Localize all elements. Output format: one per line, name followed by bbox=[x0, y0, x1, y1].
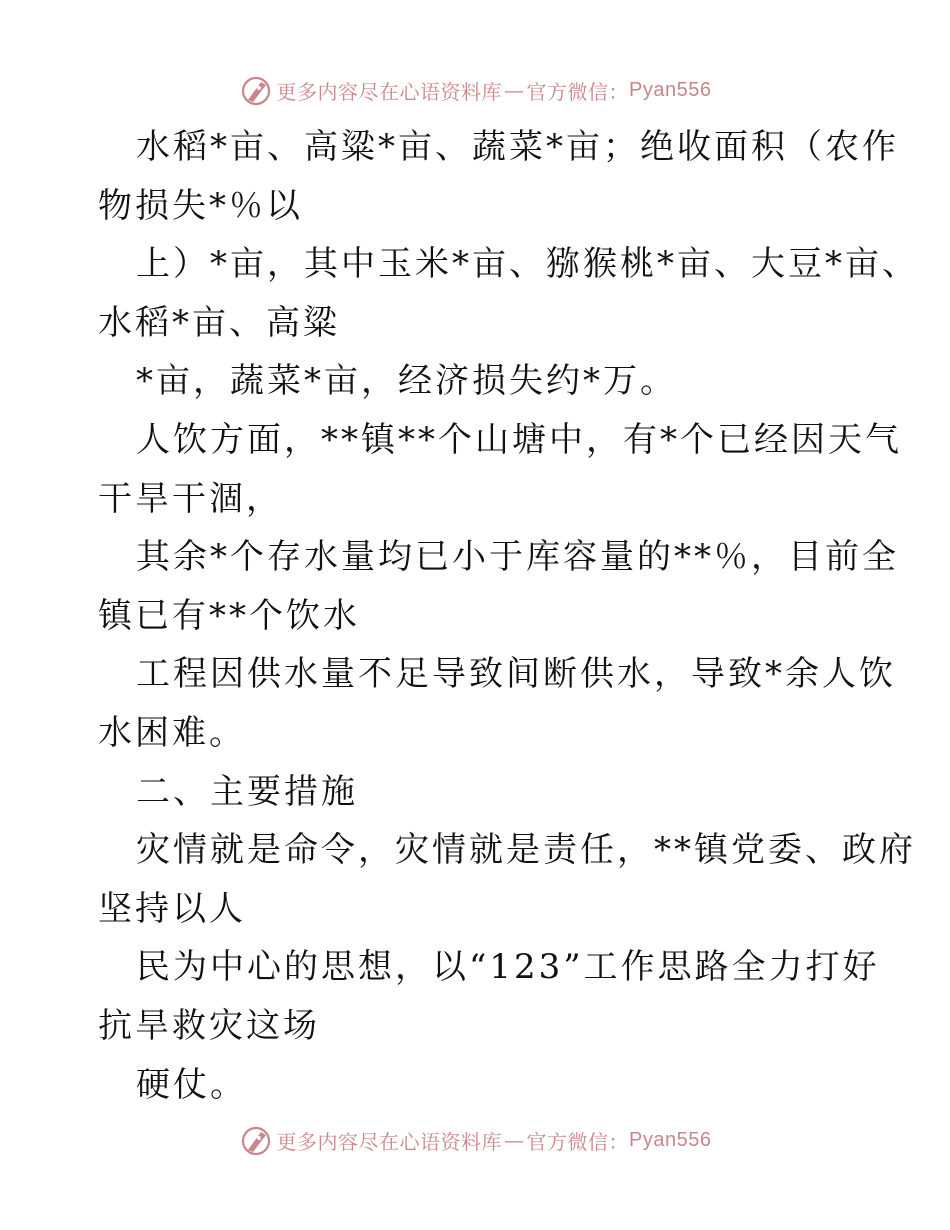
text-line: 上）*亩，其中玉米*亩、猕猴桃*亩、大豆*亩、 bbox=[136, 244, 919, 285]
watermark-dash: — bbox=[504, 1128, 525, 1152]
text-line: 民为中心的思想，以“123”工作思路全力打好 bbox=[136, 947, 880, 988]
watermark-text: 更多内容尽在心语资料库 bbox=[276, 79, 503, 104]
text-line: *亩，蔬菜*亩，经济损失约*万。 bbox=[136, 361, 677, 402]
pen-nib-circle-icon bbox=[239, 73, 273, 107]
watermark-id: Pyan556 bbox=[629, 78, 712, 101]
text-line: 干旱干涸， bbox=[98, 478, 283, 519]
text-line: 水稻*亩、高粱 bbox=[98, 302, 340, 343]
text-line: 其余*个存水量均已小于库容量的**％，目前全 bbox=[136, 537, 899, 578]
text-line: 硬仗。 bbox=[136, 1064, 247, 1105]
text-line: 镇已有**个饮水 bbox=[98, 595, 360, 636]
text-line: 人饮方面，**镇**个山塘中，有*个已经因天气 bbox=[136, 419, 902, 460]
text-line: 坚持以人 bbox=[98, 888, 246, 929]
watermark-id: Pyan556 bbox=[629, 1128, 712, 1151]
text-line: 水稻*亩、高粱*亩、蔬菜*亩；绝收面积（农作 bbox=[136, 127, 899, 167]
section-heading: 二、主要措施 bbox=[136, 771, 358, 812]
text-line: 灾情就是命令，灾情就是责任，**镇党委、政府 bbox=[136, 830, 916, 871]
text-line: 工程因供水量不足导致间断供水，导致*余人饮 bbox=[136, 654, 896, 695]
watermark-text: 更多内容尽在心语资料库 bbox=[276, 1129, 503, 1154]
watermark-banner-bottom bbox=[0, 1120, 950, 1160]
watermark-dash: — bbox=[504, 78, 525, 102]
watermark-official: 官方微信： bbox=[526, 1129, 630, 1154]
text-line: 水困难。 bbox=[98, 712, 246, 753]
watermark-official: 官方微信： bbox=[526, 79, 630, 104]
watermark-banner-top bbox=[0, 70, 950, 110]
text-line: 抗旱救灾这场 bbox=[98, 1005, 320, 1046]
document-body bbox=[98, 118, 919, 1114]
pen-nib-circle-icon bbox=[239, 1123, 273, 1157]
text-line: 物损失*％以 bbox=[98, 185, 303, 226]
